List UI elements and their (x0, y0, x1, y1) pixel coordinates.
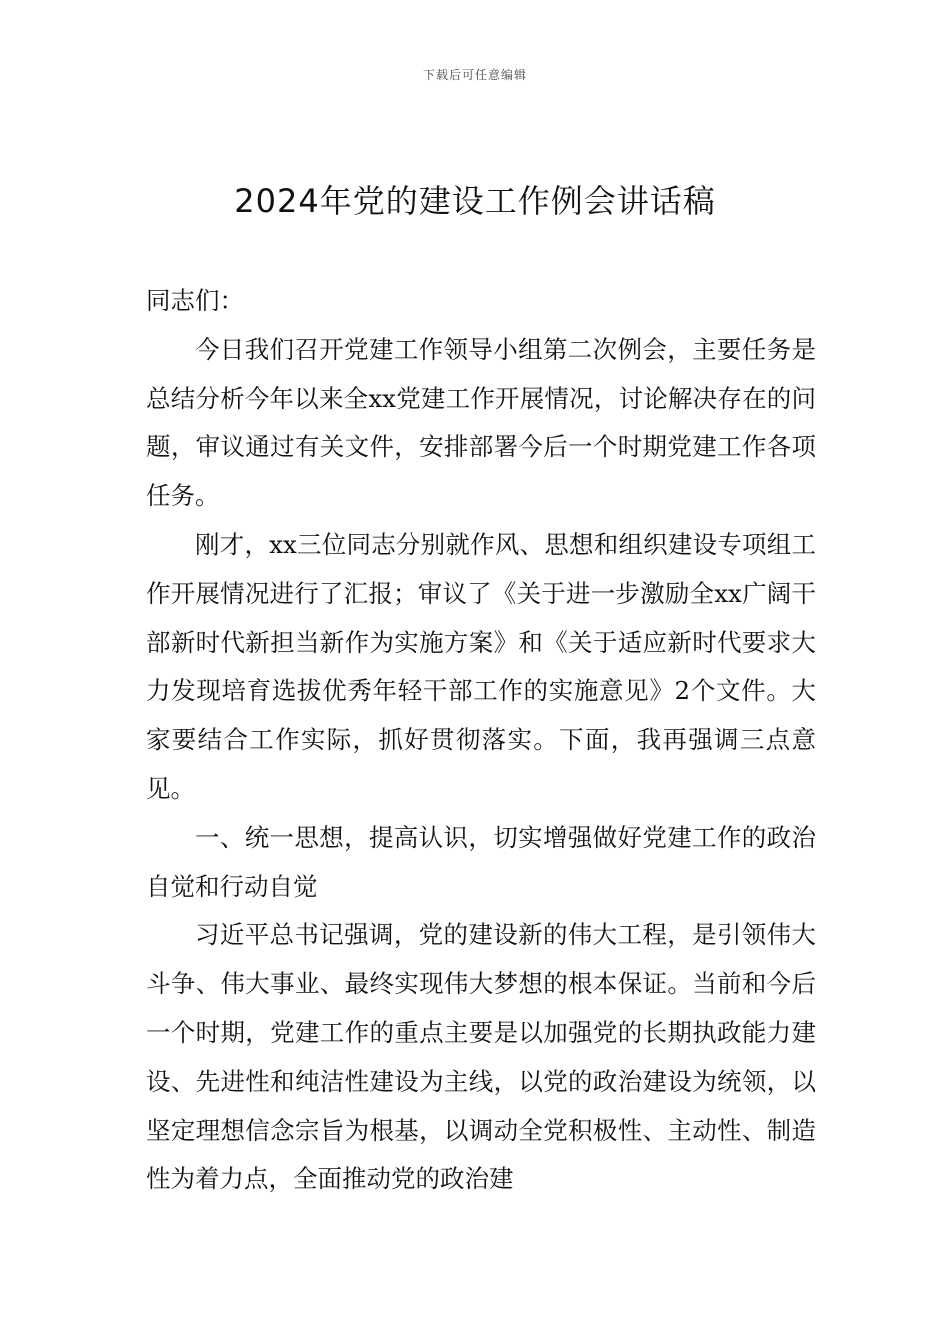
paragraph-section-1: 习近平总书记强调，党的建设新的伟大工程，是引领伟大斗争、伟大事业、最终实现伟大梦想的根本保证。当前和今后一个时期，党建工作的重点主要是以加强党的长期执政能力建设、先进性和纯洁性建设为主线，以党的政治建设为统领，以坚定理想信念宗旨为根基，以调动全党积极性、主动性、制造性为着力点，全面推动党的政治建 (146, 920, 816, 1194)
salutation: 同志们： (146, 286, 244, 315)
paragraph-review: 刚才，xx三位同志分别就作风、思想和组织建设专项组工作开展情况进行了汇报；审议了《关于进一步激励全xx广阔干部新时代新担当新作为实施方案》和《关于适应新时代要求大力发现培育选拔优秀年轻干部工作的实施意见》2个文件。大家要结合工作实际，抓好贯彻落实。下面，我再强调三点意见。 (146, 529, 816, 803)
section-heading-1: 一、统一思想，提高认识，切实增强做好党建工作的政治自觉和行动自觉 (146, 822, 816, 901)
paragraph-opening: 今日我们召开党建工作领导小组第二次例会，主要任务是总结分析今年以来全xx党建工作开展情况，讨论解决存在的问题，审议通过有关文件，安排部署今后一个时期党建工作各项任务。 (146, 334, 816, 511)
header-note: 下载后可任意编辑 (422, 68, 527, 82)
document-title: 2024年党的建设工作例会讲话稿 (234, 182, 716, 220)
document-body (146, 277, 816, 1204)
